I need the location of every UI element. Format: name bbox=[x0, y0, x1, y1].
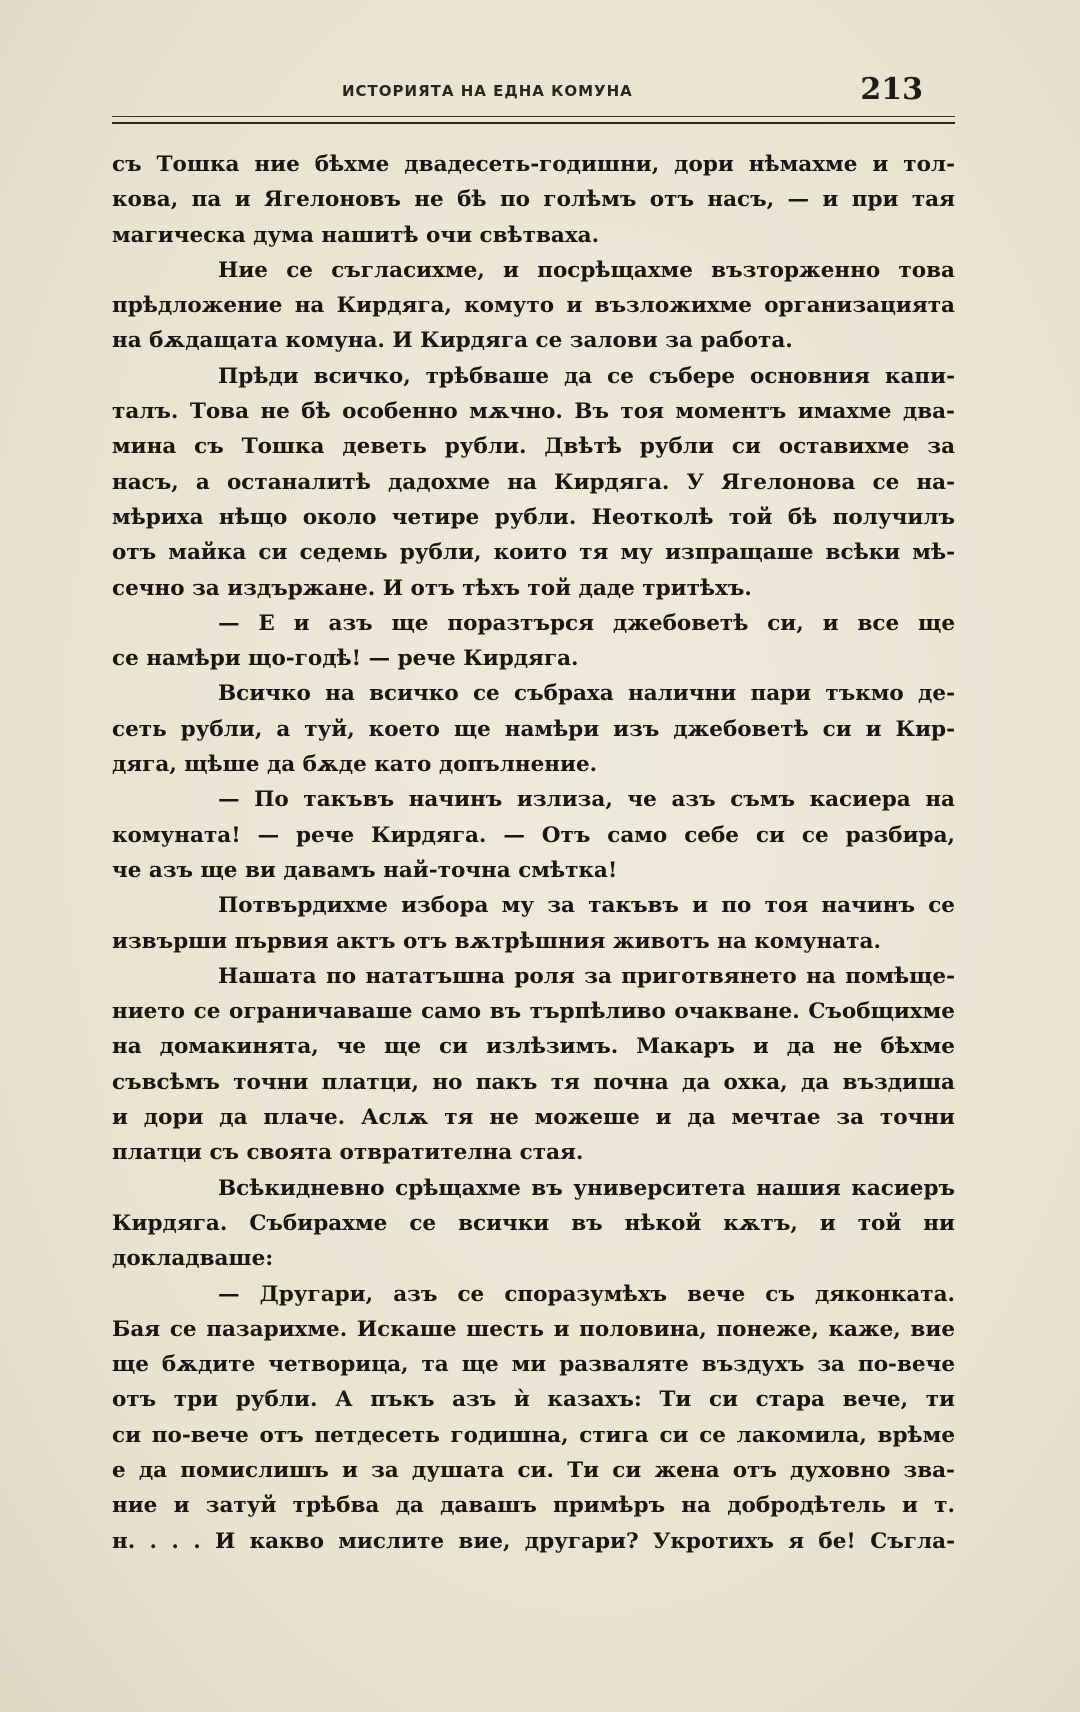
text-line: че азъ ще ви давамъ най-точна смѣтка! bbox=[112, 857, 618, 883]
text-line: талъ. Това не бѣ особенно мѫчно. Въ тоя моментъ имахме два- bbox=[112, 399, 955, 425]
running-head: ИСТОРИЯТА НА ЕДНА КОМУНА bbox=[342, 82, 633, 100]
text-line: Всичко на всичко се събраха налични пари тъкмо де- bbox=[218, 681, 955, 707]
text-line: си по-вече отъ петдесеть годишна, стига си се лакомила, врѣме bbox=[112, 1422, 955, 1448]
text-line: съвсѣмъ точни платци, но пакъ тя почна да охка, да въздиша bbox=[112, 1069, 955, 1095]
text-line: магическа дума нашитѣ очи свѣтваха. bbox=[112, 222, 600, 248]
text-line: сечно за издържане. И отъ тѣхъ той даде тритѣхъ. bbox=[112, 575, 752, 601]
text-line: ние и затуй трѣбва да давашъ примѣръ на добродѣтель и т. bbox=[112, 1493, 955, 1519]
text-line: ще бѫдите четворица, та ще ми разваляте въздухъ за по-вече bbox=[112, 1352, 955, 1378]
text-line: комуната! — рече Кирдяга. — Отъ само себе си се разбира, bbox=[112, 822, 955, 848]
text-line: — Другари, азъ се споразумѣхъ вече съ дяконката. bbox=[218, 1281, 955, 1307]
text-line: н. . . . И какво мислите вие, другари? Укротихъ я бе! Съгла- bbox=[112, 1528, 955, 1554]
text-line: сеть рубли, а туй, което ще намѣри изъ джебоветѣ си и Кир- bbox=[112, 716, 955, 742]
text-line: отъ майка си седемь рубли, които тя му изпращаше всѣки мѣ- bbox=[112, 540, 955, 566]
text-line: Прѣди всичко, трѣбваше да се събере основния капи- bbox=[218, 363, 955, 389]
page-header bbox=[112, 70, 955, 118]
text-line: Всѣкидневно срѣщахме въ университета нашия касиеръ bbox=[218, 1175, 955, 1201]
text-line: мѣриха нѣщо около четире рубли. Неотколѣ той бѣ получилъ bbox=[112, 504, 955, 530]
text-line: извърши първия актъ отъ вѫтрѣшния животъ на комуната. bbox=[112, 928, 881, 954]
page-number: 213 bbox=[860, 72, 923, 107]
text-line: отъ три рубли. А пъкъ азъ ѝ казахъ: Ти си стара вече, ти bbox=[112, 1387, 955, 1413]
text-line: Нашата по нататъшна роля за приготвянето на помѣще- bbox=[218, 963, 955, 989]
text-line: Потвърдихме избора му за такъвъ и по тоя начинъ се bbox=[218, 893, 955, 919]
text-line: на бѫдащата комуна. И Кирдяга се залови за работа. bbox=[112, 328, 793, 354]
text-line: Кирдяга. Събирахме се всички въ нѣкой кѫтъ, и той ни bbox=[112, 1210, 955, 1236]
text-line: и дори да плаче. Аслѫ тя не можеше и да мечтае за точни bbox=[112, 1105, 955, 1131]
text-line: насъ, а останалитѣ дадохме на Кирдяга. У Ягелонова се на- bbox=[112, 469, 955, 495]
text-line: — По такъвъ начинъ излиза, че азъ съмъ касиера на bbox=[218, 787, 955, 813]
text-line: нието се ограничаваше само въ търпѣливо очакване. Съобщихме bbox=[112, 999, 955, 1025]
text-line: прѣдложение на Кирдяга, комуто и възложихме организацията bbox=[112, 293, 955, 319]
text-line: Бая се пазарихме. Искаше шесть и половина, понеже, каже, вие bbox=[112, 1316, 955, 1342]
text-line: мина съ Тошка деветь рубли. Двѣтѣ рубли си оставихме за bbox=[112, 434, 955, 460]
text-line: платци съ своята отвратителна стая. bbox=[112, 1140, 584, 1166]
header-rule bbox=[112, 116, 955, 124]
text-line: — Е и азъ ще поразтърся джебоветѣ си, и все ще bbox=[218, 610, 955, 636]
text-line: съ Тошка ние бѣхме двадесеть-годишни, дори нѣмахме и тол- bbox=[112, 152, 955, 177]
text-line: Ние се съгласихме, и посрѣщахме възторженно това bbox=[218, 257, 955, 283]
text-line: дяга, щѣше да бѫде като допълнение. bbox=[112, 752, 598, 778]
text-line: на домакинята, че ще си излѣзимъ. Макаръ и да не бѣхме bbox=[112, 1034, 955, 1060]
text-line: е да помислишъ и за душата си. Ти си жена отъ духовно зва- bbox=[112, 1457, 955, 1483]
text-line: докладваше: bbox=[112, 1246, 274, 1272]
text-line: кова, па и Ягелоновъ не бѣ по голѣмъ отъ насъ, — и при тая bbox=[112, 187, 955, 213]
text-line: се намѣри що-годѣ! — рече Кирдяга. bbox=[112, 646, 579, 672]
body-text bbox=[112, 147, 955, 1559]
